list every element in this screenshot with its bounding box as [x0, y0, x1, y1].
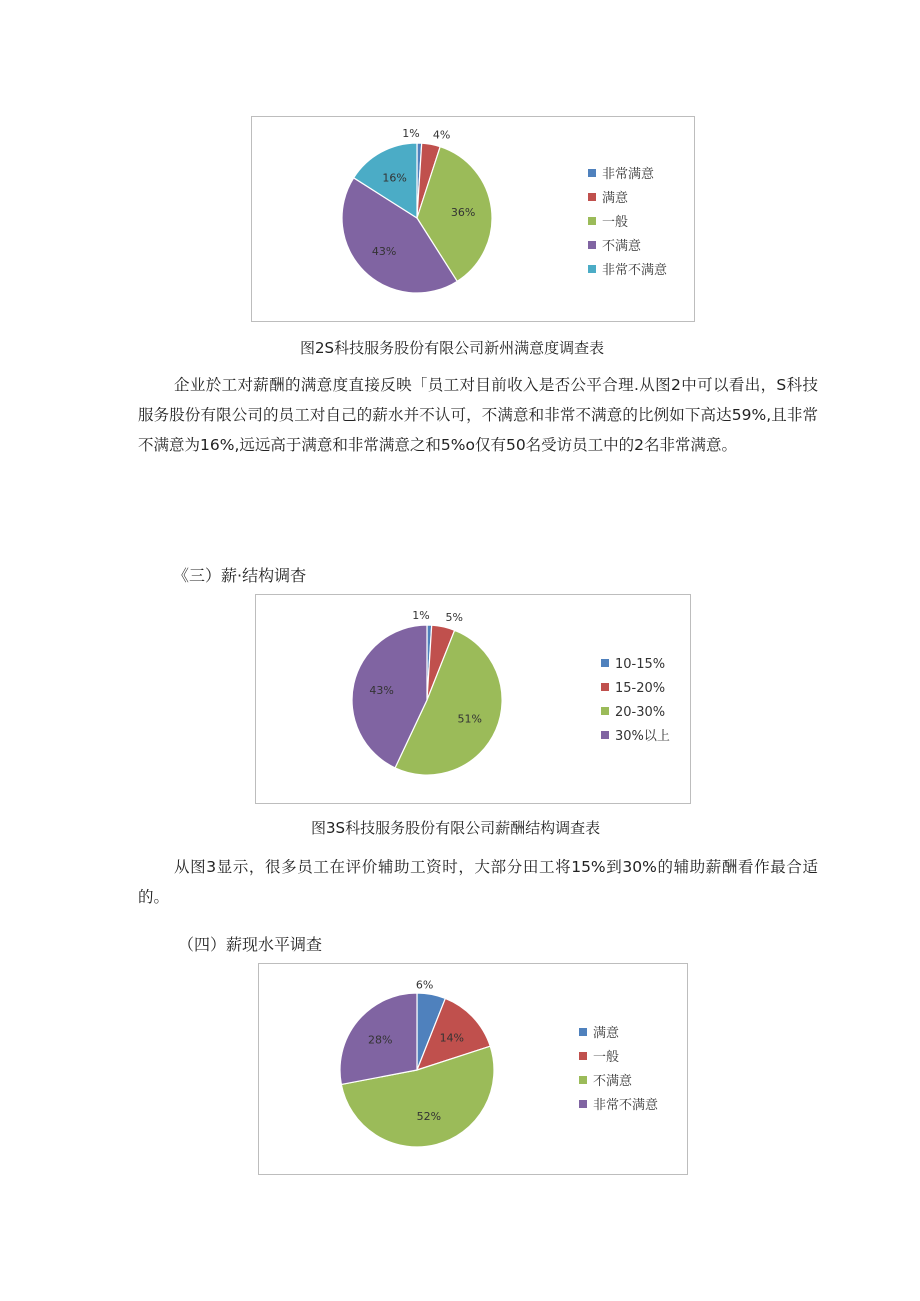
pie-slice-label-1: 14%: [439, 1031, 465, 1045]
legend-label-3: 30%以上: [615, 729, 670, 744]
legend-label-0: 满意: [593, 1026, 620, 1041]
legend-label-3: 非常不满意: [593, 1098, 659, 1113]
legend-label-0: 10-15%: [615, 657, 666, 672]
figure3-chart: [255, 594, 691, 804]
section-heading-3: 《三）薪·结构调杳: [173, 566, 307, 585]
pie-slice-label-2: 36%: [450, 206, 476, 220]
legend-label-2: 20-30%: [615, 705, 666, 720]
figure4-pie-svg: [259, 964, 687, 1174]
legend-swatch-2: [601, 707, 609, 715]
legend-swatch-2: [588, 217, 596, 225]
pie-slice-label-0: 1%: [402, 127, 420, 140]
legend-label-1: 一般: [593, 1050, 620, 1065]
legend-swatch-4: [588, 265, 596, 273]
pie-slice-label-1: 5%: [445, 611, 463, 624]
legend-swatch-1: [579, 1052, 587, 1060]
legend-label-0: 非常满意: [602, 167, 655, 182]
paragraph-2-text: 从图3显示，很多员工在评价辅助工资时，大部分田工将15%到30%的辅助薪酬看作最合适的。: [138, 858, 818, 906]
legend-swatch-3: [588, 241, 596, 249]
pie-slice-label-3: 28%: [367, 1033, 393, 1047]
legend-swatch-3: [601, 731, 609, 739]
paragraph-2: [138, 852, 818, 912]
legend-label-2: 不满意: [593, 1074, 633, 1089]
legend-label-1: 15-20%: [615, 681, 666, 696]
legend-swatch-3: [579, 1100, 587, 1108]
paragraph-1-text: 企业於工对薪酬的满意度直接反映「员工对目前收入是否公平合理.从图2中可以看出，S科技服务股份有限公司的员工对自己的薪水并不认可，不满意和非常不满意的比例如下高达59%,且非常不满意为16%,远远高于满意和非常满意之和5%o仅有50名受访员工中的2名非常满意。: [138, 376, 818, 454]
legend-label-1: 满意: [602, 191, 629, 206]
pie-slice-label-2: 51%: [457, 712, 482, 726]
legend-swatch-0: [579, 1028, 587, 1036]
legend-label-4: 非常不满意: [602, 263, 668, 278]
legend-swatch-0: [601, 659, 609, 667]
legend-label-3: 不满意: [602, 239, 642, 254]
figure2-pie-svg: [252, 117, 694, 321]
pie-slice-label-0: 6%: [415, 978, 434, 992]
pie-slice-label-3: 43%: [369, 683, 394, 697]
legend-swatch-1: [601, 683, 609, 691]
pie-slice-label-3: 43%: [371, 244, 397, 258]
figure2-caption: 图2S科技服务股份有限公司新州满意度调查表: [300, 339, 605, 357]
figure3-caption: 图3S科技服务股份有限公司薪酬结构调查表: [311, 819, 601, 837]
figure3-pie-svg: [256, 595, 690, 803]
legend-label-2: 一般: [602, 215, 629, 230]
pie-slice-label-2: 52%: [416, 1110, 442, 1124]
pie-slice-label-0: 1%: [412, 609, 430, 622]
figure2-chart: [251, 116, 695, 322]
figure4-chart: [258, 963, 688, 1175]
legend-swatch-2: [579, 1076, 587, 1084]
legend-swatch-0: [588, 169, 596, 177]
pie-slice-label-4: 16%: [382, 171, 407, 185]
section-heading-4: （四）薪现水平调查: [178, 935, 323, 954]
legend-swatch-1: [588, 193, 596, 201]
pie-slice-label-1: 4%: [432, 128, 451, 142]
paragraph-1: [138, 370, 818, 460]
